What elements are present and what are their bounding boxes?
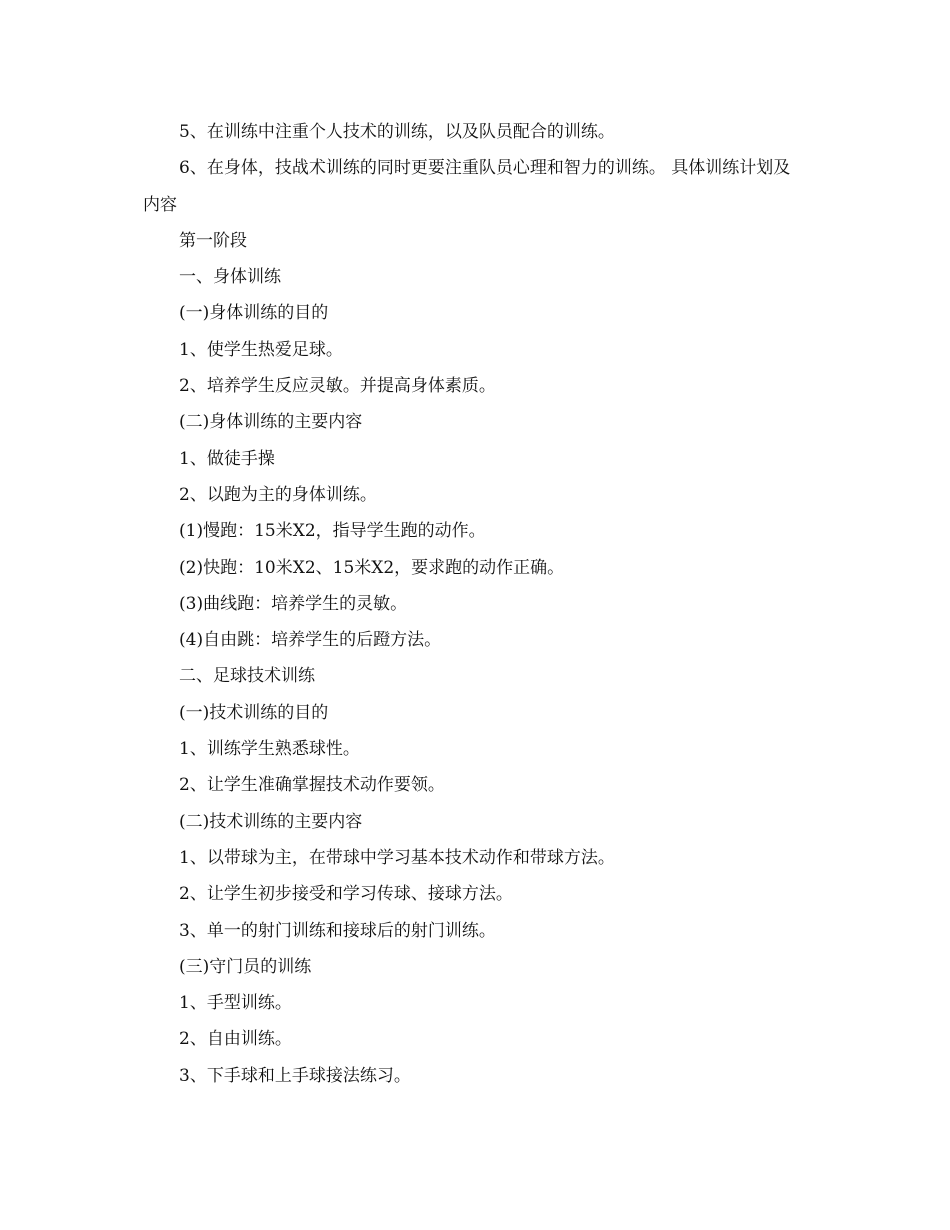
subsection-heading: (三)守门员的训练: [179, 956, 312, 977]
section-heading: 第一阶段: [179, 230, 247, 251]
subsection-heading: (二)身体训练的主要内容: [179, 412, 363, 433]
list-item: 1、使学生热爱足球。: [179, 339, 343, 360]
list-item: 2、自由训练。: [179, 1029, 292, 1050]
list-item: (1)慢跑：15米X2，指导学生跑的动作。: [179, 521, 486, 542]
list-item: 1、做徒手操: [179, 448, 275, 469]
list-item: 2、以跑为主的身体训练。: [179, 484, 377, 505]
section-heading: 二、足球技术训练: [179, 666, 315, 687]
list-item: 1、手型训练。: [179, 993, 292, 1014]
subsection-heading: (一)身体训练的目的: [179, 303, 329, 324]
list-item: (4)自由跳：培养学生的后蹬方法。: [179, 630, 442, 651]
list-item: 2、让学生初步接受和学习传球、接球方法。: [179, 884, 513, 905]
list-item: (3)曲线跑：培养学生的灵敏。: [179, 593, 408, 614]
list-item: 3、下手球和上手球接法练习。: [179, 1065, 411, 1086]
list-item: 2、让学生准确掌握技术动作要领。: [179, 775, 445, 796]
subsection-heading: (一)技术训练的目的: [179, 702, 329, 723]
paragraph: 5、在训练中注重个人技术的训练，以及队员配合的训练。: [179, 122, 615, 142]
paragraph: 6、在身体，技战术训练的同时更要注重队员心理和智力的训练。 具体训练计划及内容: [143, 158, 791, 215]
section-heading: 一、身体训练: [179, 267, 281, 288]
document-body: [143, 114, 803, 1094]
list-item: 2、培养学生反应灵敏。并提高身体素质。: [179, 376, 496, 397]
list-item: 3、单一的射门训练和接球后的射门训练。: [179, 920, 496, 941]
subsection-heading: (二)技术训练的主要内容: [179, 811, 363, 832]
list-item: 1、训练学生熟悉球性。: [179, 739, 360, 760]
list-item: 1、以带球为主，在带球中学习基本技术动作和带球方法。: [179, 847, 615, 868]
list-item: (2)快跑：10米X2、15米X2，要求跑的动作正确。: [179, 557, 565, 578]
